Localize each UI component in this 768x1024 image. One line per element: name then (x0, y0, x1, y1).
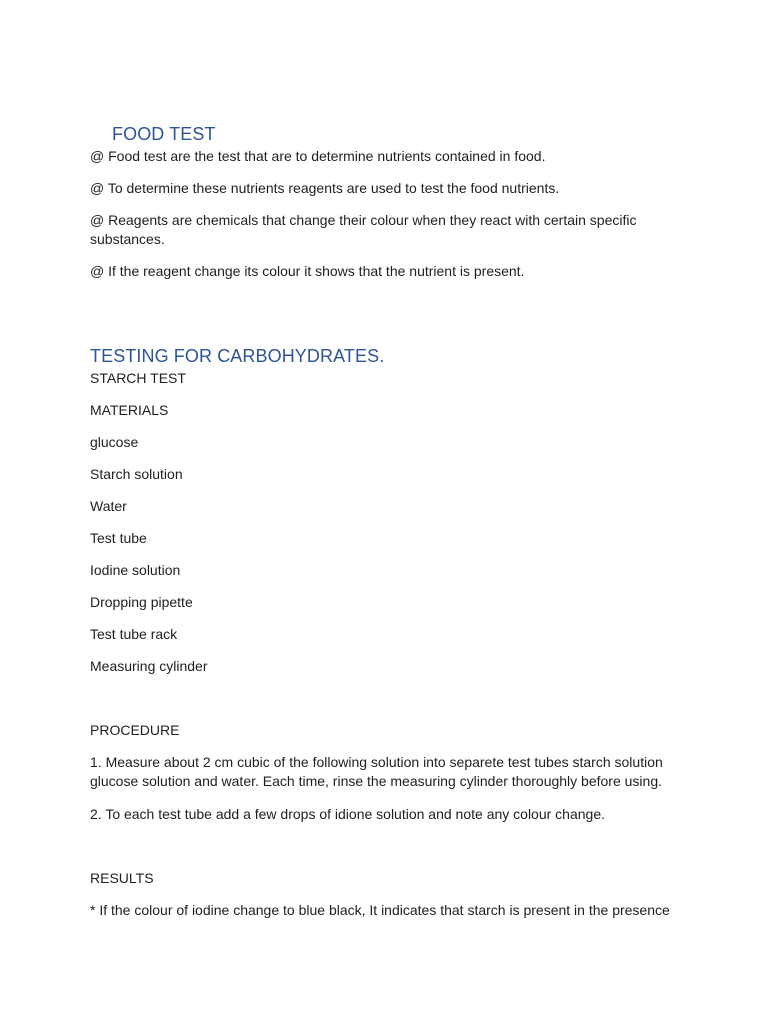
intro-paragraph-1: @ Food test are the test that are to determine nutrients contained in food. (90, 148, 546, 164)
material-item: Water (90, 498, 127, 514)
intro-paragraph-4: @ If the reagent change its colour it shows that the nutrient is present. (90, 263, 525, 279)
intro-paragraph-2: @ To determine these nutrients reagents are used to test the food nutrients. (90, 180, 560, 196)
material-item: glucose (90, 434, 139, 450)
procedure-step-1: 1. Measure about 2 cm cubic of the following solution into separete test tubes starch solution glucose solution and water. Each time, rinse the measuring cylinder thoroughly before using. (90, 754, 663, 789)
result-item-1: * If the colour of iodine change to blue black, It indicates that starch is present in the presence (90, 902, 670, 918)
procedure-step-2: 2. To each test tube add a few drops of idione solution and note any colour change. (90, 806, 605, 822)
material-item: Iodine solution (90, 562, 181, 578)
food-test-heading: FOOD TEST (112, 124, 216, 144)
starch-test-subtitle: STARCH TEST (90, 370, 186, 386)
results-label: RESULTS (90, 870, 154, 886)
materials-label: MATERIALS (90, 402, 169, 418)
carbohydrates-heading: TESTING FOR CARBOHYDRATES. (90, 346, 385, 366)
procedure-label: PROCEDURE (90, 722, 180, 738)
material-item: Test tube rack (90, 626, 178, 642)
material-item: Starch solution (90, 466, 183, 482)
material-item: Test tube (90, 530, 147, 546)
material-item: Dropping pipette (90, 594, 193, 610)
material-item: Measuring cylinder (90, 658, 208, 674)
intro-paragraph-3: @ Reagents are chemicals that change their colour when they react with certain specific substances. (90, 212, 637, 247)
